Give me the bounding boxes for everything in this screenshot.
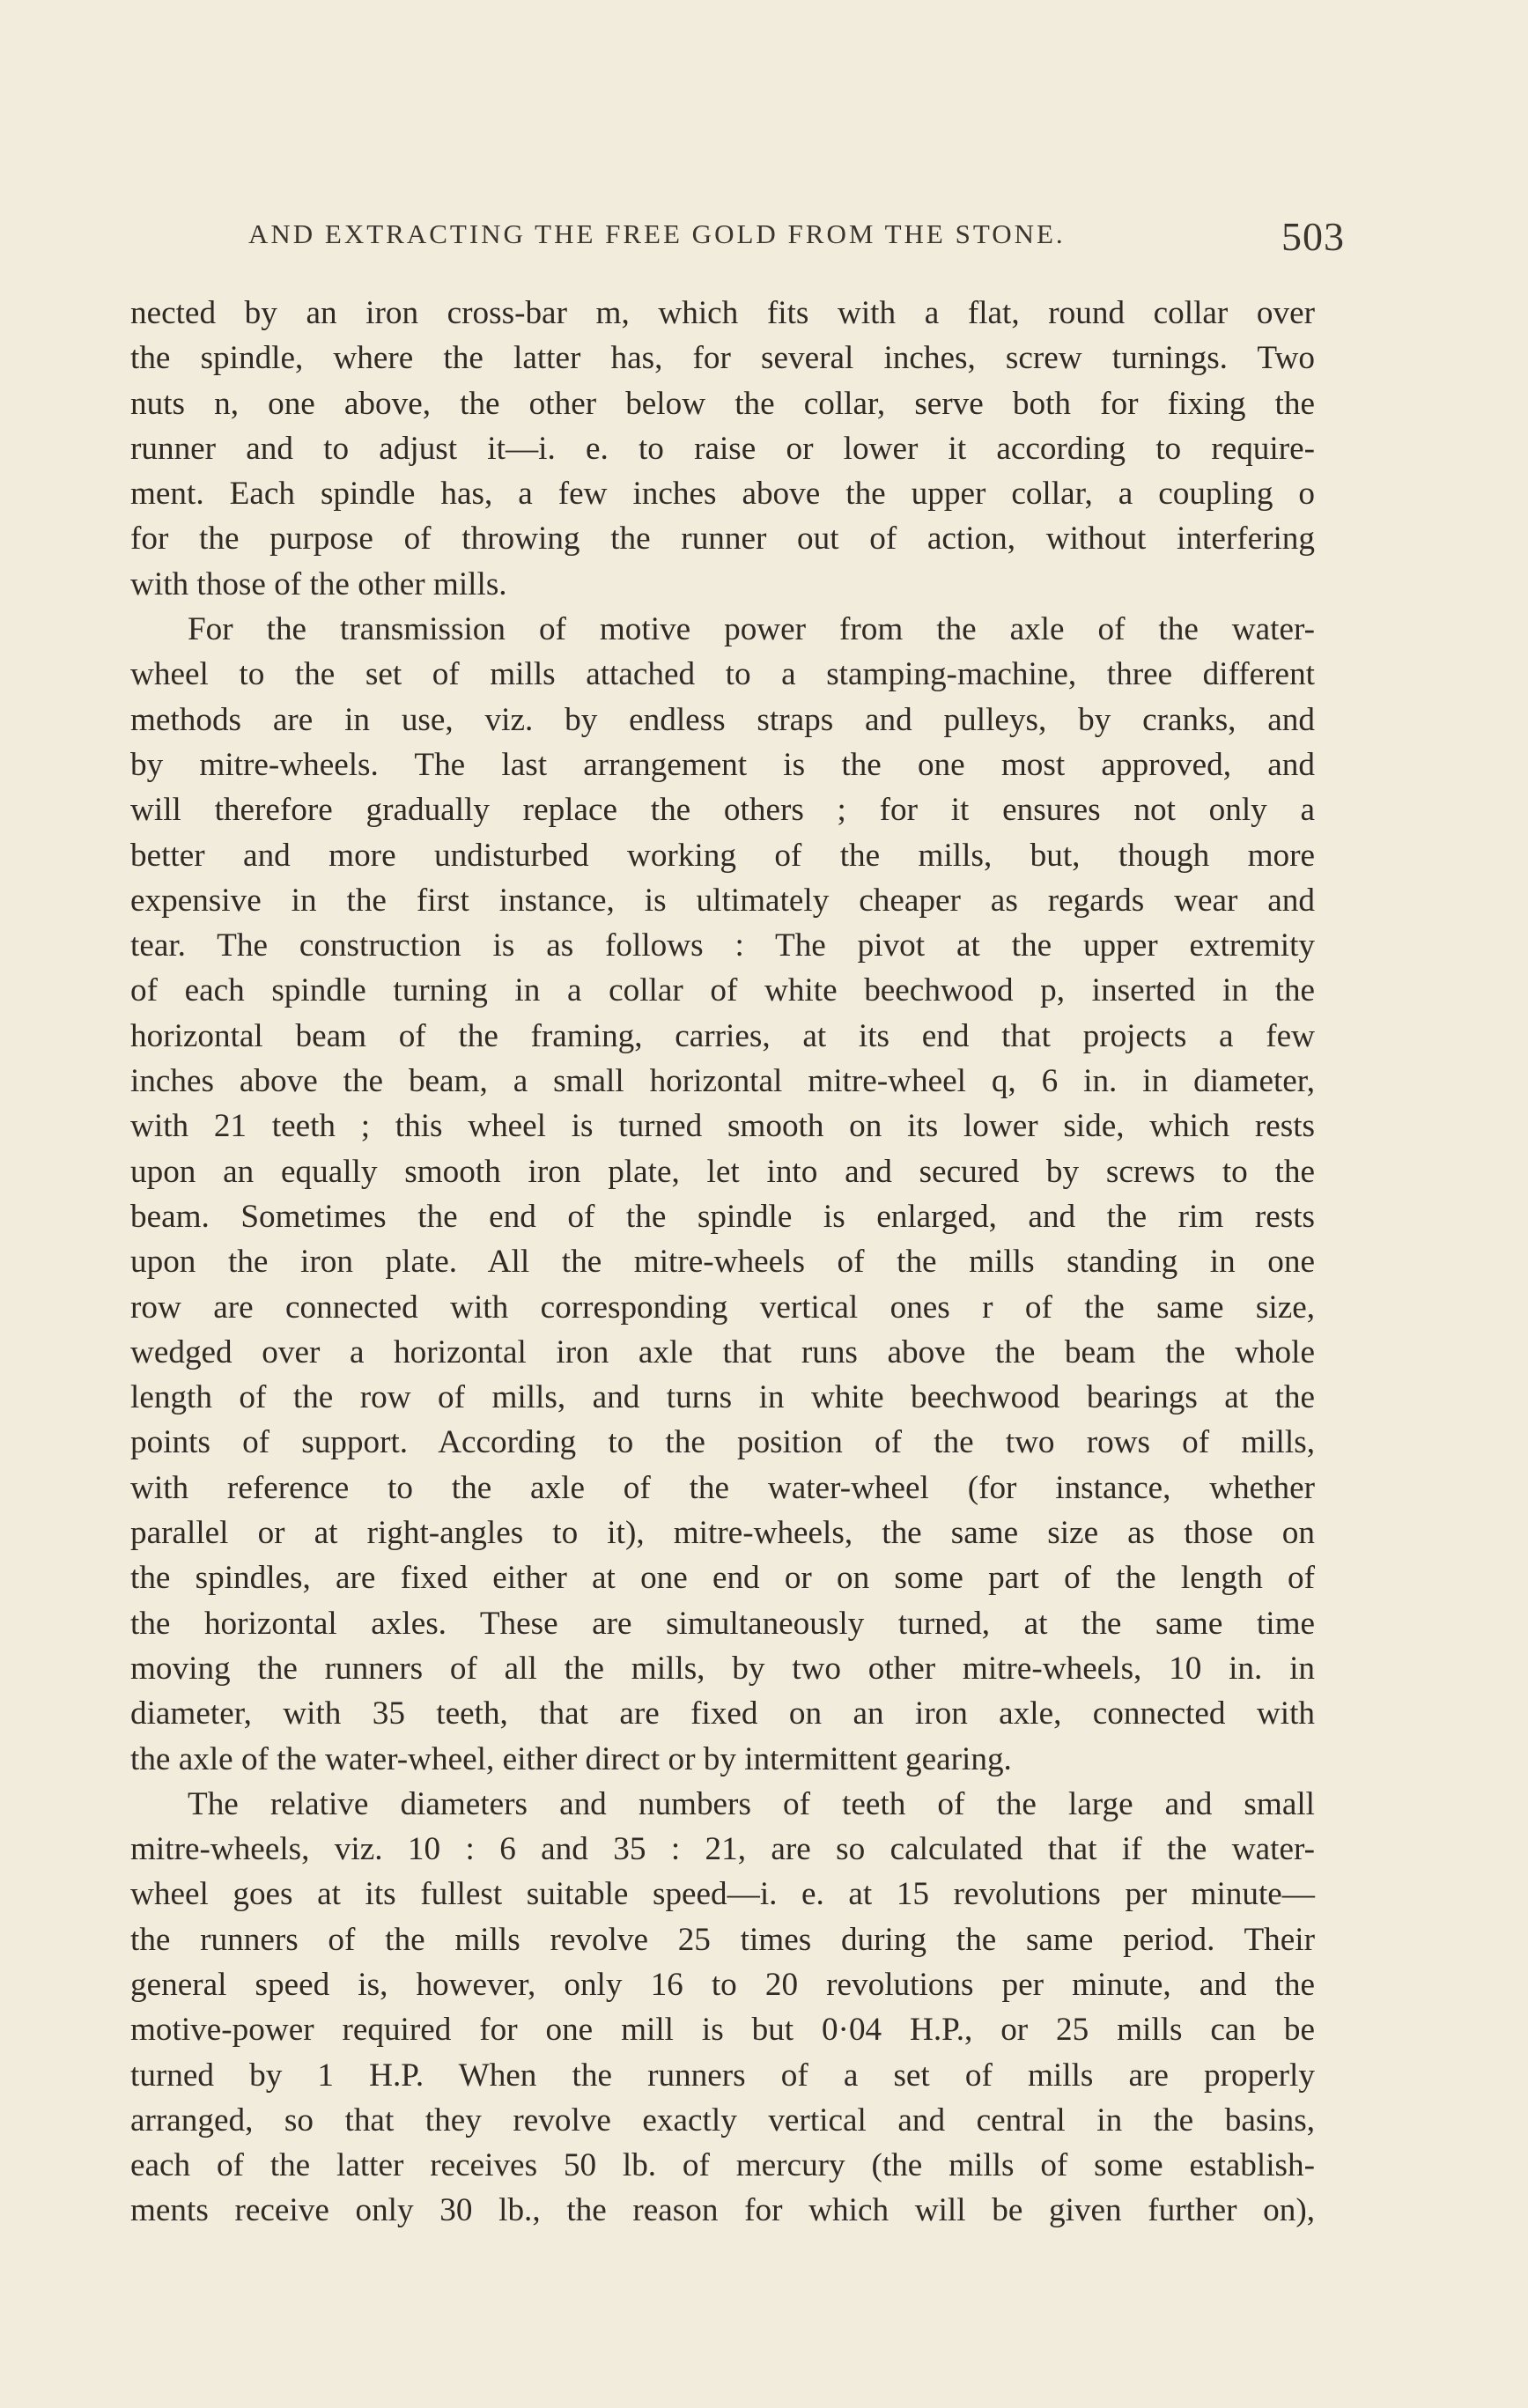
body-text (130, 291, 1315, 2234)
text-line: expensive in the first instance, is ultimately cheaper as regards wear and (130, 882, 1315, 919)
text-line: of each spindle turning in a collar of white beechwood p, inserted in the (130, 972, 1315, 1009)
text-line: will therefore gradually replace the others ; for it ensures not only a (130, 792, 1315, 829)
text-line: mitre-wheels, viz. 10 : 6 and 35 : 21, are so calculated that if the water- (130, 1831, 1315, 1868)
text-line: moving the runners of all the mills, by two other mitre-wheels, 10 in. in (130, 1650, 1315, 1687)
text-line: parallel or at right-angles to it), mitre-wheels, the same size as those on (130, 1515, 1315, 1552)
text-line: The relative diameters and numbers of teeth of the large and small (188, 1785, 1315, 1822)
text-line: horizontal beam of the framing, carries, at its end that projects a few (130, 1017, 1315, 1054)
text-line: ments receive only 30 lb., the reason for which will be given further on), (130, 2192, 1315, 2229)
running-title: AND EXTRACTING THE FREE GOLD FROM THE STONE. (248, 218, 1066, 249)
text-line: better and more undisturbed working of the mills, but, though more (130, 837, 1315, 874)
text-line: each of the latter receives 50 lb. of mercury (the mills of some establish- (130, 2147, 1315, 2184)
text-line: general speed is, however, only 16 to 20 revolutions per minute, and the (130, 1966, 1315, 2003)
text-line: ment. Each spindle has, a few inches above the upper collar, a coupling o (130, 476, 1315, 513)
page-number: 503 (1281, 214, 1345, 259)
text-line: the runners of the mills revolve 25 times during the same period. Their (130, 1921, 1315, 1958)
text-line: For the transmission of motive power from the axle of the water- (188, 611, 1315, 648)
text-line: methods are in use, viz. by endless straps and pulleys, by cranks, and (130, 701, 1315, 738)
text-line: wedged over a horizontal iron axle that runs above the beam the whole (130, 1333, 1315, 1370)
text-line: with those of the other mills. (130, 565, 507, 602)
text-line: tear. The construction is as follows : The pivot at the upper extremity (130, 927, 1315, 964)
text-line: the horizontal axles. These are simultaneously turned, at the same time (130, 1605, 1315, 1642)
text-line: runner and to adjust it—i. e. to raise or lower it according to require- (130, 430, 1315, 467)
paragraph-3 (130, 1782, 1315, 2234)
text-line: the spindles, are fixed either at one end or on some part of the length of (130, 1560, 1315, 1597)
text-line: the axle of the water-wheel, either direct or by intermittent gearing. (130, 1740, 1012, 1777)
text-line: upon an equally smooth iron plate, let into and secured by screws to the (130, 1153, 1315, 1190)
text-line: with 21 teeth ; this wheel is turned smooth on its lower side, which rests (130, 1108, 1315, 1145)
paragraph-2 (130, 607, 1315, 1782)
text-line: for the purpose of throwing the runner out of action, without interfering (130, 521, 1315, 558)
running-head (248, 214, 1345, 262)
text-line: turned by 1 H.P. When the runners of a set of mills are properly (130, 2057, 1315, 2094)
text-line: nected by an iron cross-bar m, which fits with a flat, round collar over (130, 295, 1315, 331)
text-line: wheel goes at its fullest suitable speed—i. e. at 15 revolutions per minute— (130, 1876, 1315, 1913)
text-line: motive-power required for one mill is but 0·04 H.P., or 25 mills can be (130, 2012, 1315, 2049)
text-line: inches above the beam, a small horizontal mitre-wheel q, 6 in. in diameter, (130, 1063, 1315, 1100)
text-line: row are connected with corresponding vertical ones r of the same size, (130, 1289, 1315, 1326)
text-line: with reference to the axle of the water-wheel (for instance, whether (130, 1469, 1315, 1506)
text-line: upon the iron plate. All the mitre-wheels of the mills standing in one (130, 1244, 1315, 1281)
text-line: wheel to the set of mills attached to a stamping-machine, three different (130, 656, 1315, 693)
text-line: beam. Sometimes the end of the spindle is enlarged, and the rim rests (130, 1198, 1315, 1235)
text-line: the spindle, where the latter has, for several inches, screw turnings. Two (130, 340, 1315, 377)
text-line: nuts n, one above, the other below the collar, serve both for fixing the (130, 385, 1315, 422)
text-line: arranged, so that they revolve exactly vertical and central in the basins, (130, 2101, 1315, 2138)
text-line: points of support. According to the position of the two rows of mills, (130, 1424, 1315, 1461)
text-line: diameter, with 35 teeth, that are fixed on an iron axle, connected with (130, 1695, 1315, 1732)
text-line: length of the row of mills, and turns in white beechwood bearings at the (130, 1379, 1315, 1416)
text-line: by mitre-wheels. The last arrangement is the one most approved, and (130, 746, 1315, 783)
paragraph-1 (130, 291, 1315, 607)
